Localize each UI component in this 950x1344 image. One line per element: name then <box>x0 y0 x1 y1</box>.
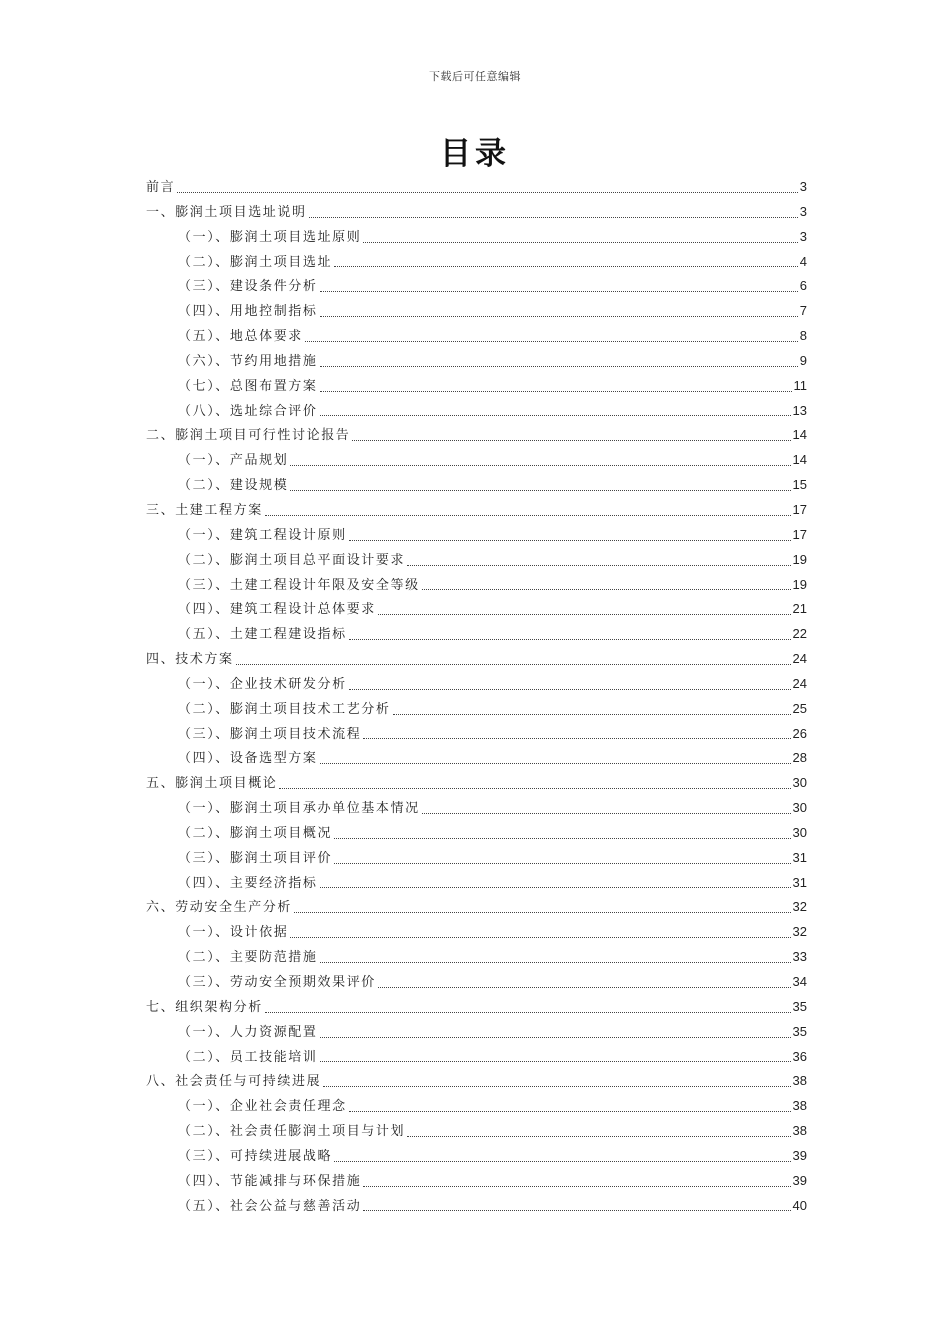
toc-section-entry[interactable] <box>146 1094 807 1119</box>
toc-dot-leader <box>290 936 790 938</box>
toc-dot-leader <box>422 588 791 590</box>
toc-entry-page-number: 13 <box>792 402 807 418</box>
toc-dot-leader <box>320 1036 791 1038</box>
toc-dot-leader <box>334 1160 790 1162</box>
toc-dot-leader <box>349 688 791 690</box>
toc-dot-leader <box>320 390 792 392</box>
toc-dot-leader <box>320 886 791 888</box>
toc-dot-leader <box>363 737 790 739</box>
toc-entry-title: （三）、可持续进展战略 <box>178 1148 333 1164</box>
toc-entry-title: （三）、膨润土项目评价 <box>178 850 333 866</box>
toc-entry-title: （四）、建筑工程设计总体要求 <box>178 602 376 618</box>
toc-entry-page-number: 40 <box>792 1197 807 1213</box>
toc-section-entry[interactable] <box>146 622 807 647</box>
toc-entry-title: 一、膨润土项目选址说明 <box>146 204 307 220</box>
toc-section-entry[interactable] <box>146 1119 807 1144</box>
toc-list <box>146 175 807 1218</box>
toc-dot-leader <box>320 762 791 764</box>
toc-section-entry[interactable] <box>146 448 807 473</box>
toc-dot-leader <box>334 862 790 864</box>
toc-dot-leader <box>363 1185 790 1187</box>
toc-section-entry[interactable] <box>146 1020 807 1045</box>
toc-entry-page-number: 21 <box>792 601 807 617</box>
toc-dot-leader <box>320 414 791 416</box>
toc-entry-page-number: 33 <box>792 949 807 965</box>
toc-entry-title: （一）、企业社会责任理念 <box>178 1099 347 1115</box>
toc-dot-leader <box>407 564 790 566</box>
toc-section-entry[interactable] <box>146 250 807 275</box>
toc-entry-title: （三）、土建工程设计年限及安全等级 <box>178 577 420 593</box>
toc-entry-page-number: 14 <box>792 427 807 443</box>
toc-section-entry[interactable] <box>146 746 807 771</box>
toc-section-entry[interactable] <box>146 597 807 622</box>
toc-entry-page-number: 17 <box>792 526 807 542</box>
toc-entry-page-number: 4 <box>799 253 807 269</box>
toc-chapter-entry[interactable] <box>146 895 807 920</box>
toc-entry-page-number: 7 <box>799 303 807 319</box>
toc-chapter-entry[interactable] <box>146 498 807 523</box>
toc-entry-title: 二、膨润土项目可行性讨论报告 <box>146 428 351 444</box>
toc-entry-page-number: 15 <box>792 477 807 493</box>
toc-entry-page-number: 36 <box>792 1048 807 1064</box>
toc-entry-title: （六）、节约用地措施 <box>178 353 318 369</box>
toc-entry-page-number: 3 <box>799 203 807 219</box>
toc-entry-title: （五）、地总体要求 <box>178 329 303 345</box>
toc-dot-leader <box>320 290 798 292</box>
toc-entry-title: （二）、建设规模 <box>178 478 289 494</box>
toc-section-entry[interactable] <box>146 1144 807 1169</box>
download-note: 下载后可任意编辑 <box>429 70 521 83</box>
toc-entry-title: （四）、设备选型方案 <box>178 751 318 767</box>
toc-entry-title: （一）、膨润土项目承办单位基本情况 <box>178 801 420 817</box>
toc-entry-title: 七、组织架构分析 <box>146 999 263 1015</box>
toc-entry-page-number: 30 <box>792 775 807 791</box>
toc-dot-leader <box>290 489 790 491</box>
toc-section-entry[interactable] <box>146 970 807 995</box>
toc-dot-leader <box>177 191 798 193</box>
toc-section-entry[interactable] <box>146 548 807 573</box>
toc-entry-title: （二）、膨润土项目总平面设计要求 <box>178 552 406 568</box>
toc-dot-leader <box>334 265 798 267</box>
toc-dot-leader <box>320 1060 791 1062</box>
toc-entry-page-number: 25 <box>792 700 807 716</box>
toc-entry-page-number: 32 <box>792 899 807 915</box>
toc-dot-leader <box>290 464 790 466</box>
toc-entry-title: （七）、总图布置方案 <box>178 378 318 394</box>
toc-entry-page-number: 39 <box>792 1172 807 1188</box>
toc-dot-leader <box>323 1085 790 1087</box>
toc-entry-title: 五、膨润土项目概论 <box>146 776 278 792</box>
toc-entry-title: （三）、劳动安全预期效果评价 <box>178 975 376 990</box>
toc-dot-leader <box>349 539 791 541</box>
toc-entry-title: （二）、膨润土项目选址 <box>178 254 333 270</box>
toc-entry-page-number: 24 <box>792 651 807 667</box>
toc-entry-title: （三）、建设条件分析 <box>178 279 318 295</box>
toc-section-entry[interactable] <box>146 796 807 821</box>
toc-entry-page-number: 34 <box>792 974 807 989</box>
toc-entry-title: （一）、设计依据 <box>178 925 289 941</box>
toc-entry-page-number: 39 <box>792 1147 807 1163</box>
toc-section-entry[interactable] <box>146 920 807 945</box>
toc-entry-title: （五）、土建工程建设指标 <box>178 627 347 643</box>
toc-entry-title: 六、劳动安全生产分析 <box>146 900 293 916</box>
toc-chapter-entry[interactable] <box>146 771 807 796</box>
toc-section-entry[interactable] <box>146 274 807 299</box>
toc-section-entry[interactable] <box>146 697 807 722</box>
toc-entry-title: 三、土建工程方案 <box>146 502 263 518</box>
toc-entry-page-number: 17 <box>792 501 807 517</box>
toc-entry-page-number: 19 <box>792 551 807 567</box>
toc-dot-leader <box>422 812 791 814</box>
toc-entry-page-number: 3 <box>799 179 807 194</box>
toc-dot-leader <box>349 638 791 640</box>
toc-dot-leader <box>363 1209 790 1211</box>
toc-dot-leader <box>320 365 798 367</box>
toc-title: 目录 <box>440 136 510 172</box>
toc-section-entry[interactable] <box>146 821 807 846</box>
toc-section-entry[interactable] <box>146 1169 807 1194</box>
toc-entry-page-number: 32 <box>792 924 807 940</box>
toc-section-entry[interactable] <box>146 299 807 324</box>
toc-entry-page-number: 35 <box>792 1023 807 1039</box>
toc-entry-title: （二）、主要防范措施 <box>178 950 318 966</box>
toc-dot-leader <box>393 713 791 715</box>
toc-chapter-entry[interactable] <box>146 423 807 448</box>
toc-entry-title: （二）、社会责任膨润土项目与计划 <box>178 1124 406 1140</box>
toc-dot-leader <box>349 1110 791 1112</box>
toc-section-entry[interactable] <box>146 871 807 896</box>
toc-dot-leader <box>309 216 798 218</box>
toc-entry-title: 前言 <box>146 180 176 195</box>
toc-entry-page-number: 6 <box>799 278 807 294</box>
toc-section-entry[interactable] <box>146 523 807 548</box>
toc-entry-page-number: 30 <box>792 824 807 840</box>
toc-dot-leader <box>352 439 790 441</box>
toc-section-entry[interactable] <box>146 399 807 424</box>
toc-section-entry[interactable] <box>146 672 807 697</box>
toc-section-entry[interactable] <box>146 846 807 871</box>
toc-chapter-entry[interactable] <box>146 1069 807 1094</box>
toc-dot-leader <box>294 911 791 913</box>
toc-entry-title: （一）、膨润土项目选址原则 <box>178 229 362 245</box>
toc-entry-title: （一）、人力资源配置 <box>178 1024 318 1040</box>
toc-section-entry[interactable] <box>146 473 807 498</box>
toc-entry-page-number: 26 <box>792 725 807 741</box>
toc-entry-title: 四、技术方案 <box>146 652 234 668</box>
toc-section-entry[interactable] <box>146 225 807 250</box>
toc-entry-title: （二）、膨润土项目技术工艺分析 <box>178 701 391 717</box>
toc-entry-page-number: 35 <box>792 998 807 1014</box>
toc-entry-title: （二）、员工技能培训 <box>178 1049 318 1065</box>
toc-section-entry[interactable] <box>146 349 807 374</box>
toc-dot-leader <box>279 787 790 789</box>
toc-entry-page-number: 14 <box>792 452 807 468</box>
toc-section-entry[interactable] <box>146 324 807 349</box>
toc-entry-title: （四）、用地控制指标 <box>178 304 318 320</box>
toc-entry-page-number: 22 <box>792 626 807 642</box>
toc-entry-title: （一）、建筑工程设计原则 <box>178 527 347 543</box>
toc-dot-leader <box>378 986 791 988</box>
toc-entry-page-number: 38 <box>792 1073 807 1089</box>
toc-section-entry[interactable] <box>146 374 807 399</box>
toc-entry-page-number: 11 <box>793 377 807 393</box>
toc-section-entry[interactable] <box>146 1045 807 1070</box>
toc-entry-page-number: 9 <box>799 352 807 368</box>
toc-section-entry[interactable] <box>146 1194 807 1219</box>
toc-entry-page-number: 31 <box>792 874 807 890</box>
toc-entry-page-number: 19 <box>792 576 807 592</box>
toc-dot-leader <box>265 514 791 516</box>
toc-dot-leader <box>334 837 790 839</box>
toc-dot-leader <box>265 1011 791 1013</box>
toc-entry-page-number: 30 <box>792 800 807 816</box>
toc-entry-page-number: 3 <box>799 228 807 244</box>
toc-entry-page-number: 38 <box>792 1123 807 1139</box>
toc-entry-page-number: 28 <box>792 750 807 766</box>
toc-dot-leader <box>407 1135 790 1137</box>
toc-dot-leader <box>363 241 797 243</box>
toc-chapter-entry[interactable] <box>146 175 807 200</box>
toc-dot-leader <box>320 315 798 317</box>
toc-entry-page-number: 8 <box>799 328 807 344</box>
toc-chapter-entry[interactable] <box>146 995 807 1020</box>
toc-entry-title: （八）、选址综合评价 <box>178 403 318 419</box>
toc-entry-title: 八、社会责任与可持续进展 <box>146 1074 322 1090</box>
toc-section-entry[interactable] <box>146 722 807 747</box>
toc-section-entry[interactable] <box>146 945 807 970</box>
toc-entry-title: （一）、企业技术研发分析 <box>178 676 347 692</box>
toc-dot-leader <box>236 663 791 665</box>
toc-dot-leader <box>378 613 791 615</box>
toc-entry-title: （二）、膨润土项目概况 <box>178 825 333 841</box>
toc-entry-title: （四）、节能减排与环保措施 <box>178 1173 362 1189</box>
toc-dot-leader <box>320 961 791 963</box>
toc-entry-title: （五）、社会公益与慈善活动 <box>178 1198 362 1214</box>
toc-dot-leader <box>305 340 798 342</box>
toc-entry-title: （四）、主要经济指标 <box>178 875 318 891</box>
toc-chapter-entry[interactable] <box>146 200 807 225</box>
toc-section-entry[interactable] <box>146 573 807 598</box>
toc-entry-page-number: 24 <box>792 675 807 691</box>
toc-entry-title: （一）、产品规划 <box>178 453 289 469</box>
toc-chapter-entry[interactable] <box>146 647 807 672</box>
toc-entry-page-number: 38 <box>792 1098 807 1114</box>
toc-entry-title: （三）、膨润土项目技术流程 <box>178 726 362 742</box>
toc-entry-page-number: 31 <box>792 849 807 865</box>
